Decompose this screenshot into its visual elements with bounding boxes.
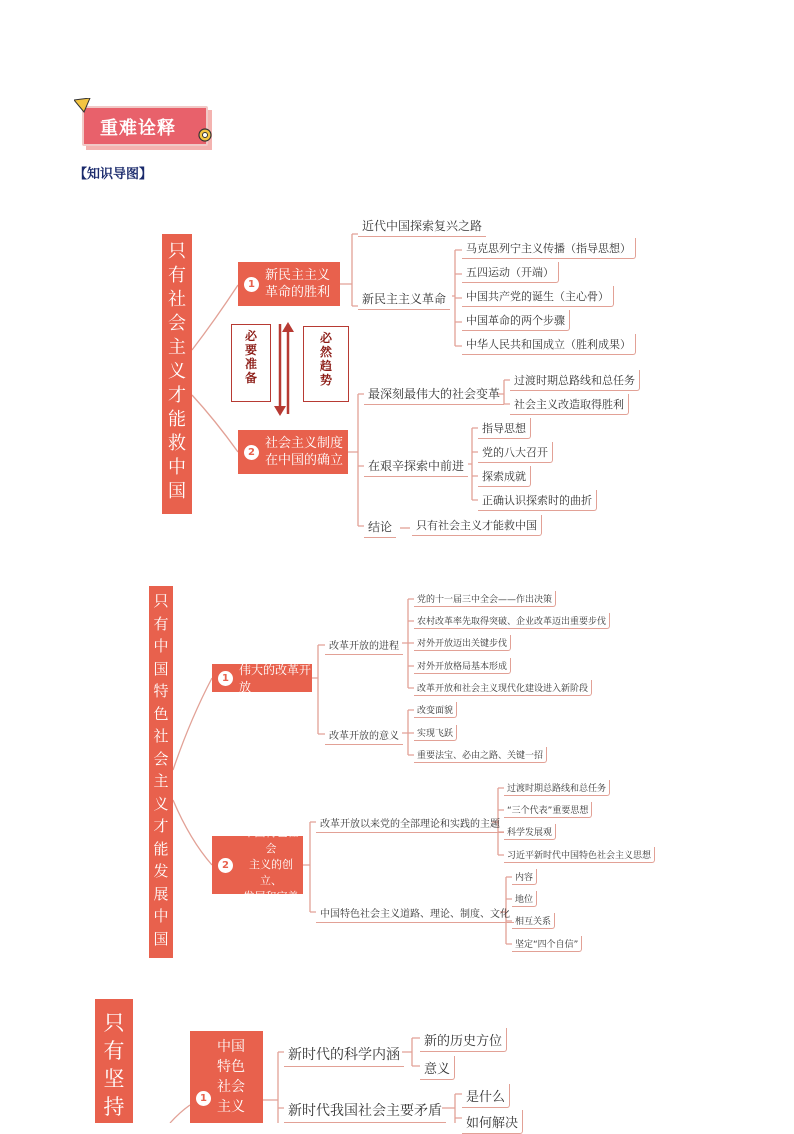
leaf: 中国革命的两个步骤 <box>462 310 570 331</box>
leaf: 科学发展观 <box>504 824 556 840</box>
branch-label: 在艰辛探索中前进 <box>364 455 468 477</box>
leaf: 新的历史方位 <box>420 1028 507 1052</box>
necessary-preparation-box: 必 要 准 备 <box>231 324 271 402</box>
leaf: 内容 <box>512 869 537 885</box>
map2-node-2: 2 中国特色社会 主义的创立、 发展和完善 <box>212 836 303 894</box>
branch-label: 改革开放的意义 <box>325 725 403 745</box>
leaf: 相互关系 <box>512 913 555 929</box>
leaf: 党的八大召开 <box>478 442 553 463</box>
leaf: 党的十一届三中全会——作出决策 <box>414 591 556 607</box>
branch-label: 近代中国探索复兴之路 <box>358 215 486 237</box>
leaf: 指导思想 <box>478 418 531 439</box>
node-number: 2 <box>218 858 233 873</box>
node-number: 1 <box>244 277 259 292</box>
double-arrow-icon <box>272 320 296 418</box>
map1-node-2: 2 社会主义制度 在中国的确立 <box>238 430 348 474</box>
banner-title: 重难诠释 <box>100 118 176 139</box>
branch-label: 结论 <box>364 516 396 538</box>
leaf: 是什么 <box>462 1084 510 1108</box>
leaf: 马克思列宁主义传播（指导思想） <box>462 238 636 259</box>
map1-root: 只 有 社 会 主 义 才 能 救 中 国 <box>162 234 192 514</box>
map3-node-1: 1 中国 特色 社会 主义 <box>190 1031 263 1123</box>
leaf: 过渡时期总路线和总任务 <box>510 370 640 391</box>
branch-label: 最深刻最伟大的社会变革 <box>364 383 504 405</box>
branch-label: 新时代我国社会主要矛盾 <box>284 1098 446 1123</box>
leaf: 过渡时期总路线和总任务 <box>504 780 610 796</box>
branch-label: 改革开放的进程 <box>325 635 403 655</box>
leaf: 地位 <box>512 891 537 907</box>
leaf: 实现飞跃 <box>414 725 457 741</box>
leaf: 习近平新时代中国特色社会主义思想 <box>504 847 655 863</box>
node-number: 2 <box>244 445 259 460</box>
node-number: 1 <box>196 1091 211 1106</box>
leaf: 重要法宝、必由之路、关键一招 <box>414 747 547 763</box>
leaf: 意义 <box>420 1056 455 1080</box>
leaf: 坚定“四个自信” <box>512 936 582 952</box>
map1-node-1: 1 新民主主义 革命的胜利 <box>238 262 340 306</box>
branch-label: 中国特色社会主义道路、理论、制度、文化 <box>316 903 514 923</box>
branch-label: 新时代的科学内涵 <box>284 1042 404 1067</box>
leaf: 如何解决 <box>462 1110 523 1134</box>
leaf: 改变面貌 <box>414 702 457 718</box>
leaf: 正确认识探索时的曲折 <box>478 490 597 511</box>
map2-node-1: 1 伟大的改革开放 <box>212 664 312 692</box>
leaf: 社会主义改造取得胜利 <box>510 394 629 415</box>
leaf: 农村改革率先取得突破、企业改革迈出重要步伐 <box>414 613 610 629</box>
inevitable-trend-box: 必 然 趋 势 <box>303 326 349 402</box>
leaf: “三个代表”重要思想 <box>504 802 592 818</box>
leaf: 五四运动（开端） <box>462 262 559 283</box>
leaf: 探索成就 <box>478 466 531 487</box>
leaf: 改革开放和社会主义现代化建设进入新阶段 <box>414 680 592 696</box>
leaf: 对外开放格局基本形成 <box>414 658 511 674</box>
leaf: 对外开放迈出关键步伐 <box>414 635 511 651</box>
branch-label: 新民主主义革命 <box>358 288 450 310</box>
map3-root: 只 有 坚 持 <box>95 999 133 1123</box>
knowledge-map-heading: 【知识导图】 <box>74 167 153 182</box>
leaf: 中华人民共和国成立（胜利成果） <box>462 334 636 355</box>
leaf: 只有社会主义才能救中国 <box>412 515 542 536</box>
branch-label: 改革开放以来党的全部理论和实践的主题 <box>316 813 504 833</box>
node-number: 1 <box>218 671 233 686</box>
map2-root: 只 有 中 国 特 色 社 会 主 义 才 能 发 展 中 国 <box>149 586 173 958</box>
leaf: 中国共产党的诞生（主心骨） <box>462 286 614 307</box>
